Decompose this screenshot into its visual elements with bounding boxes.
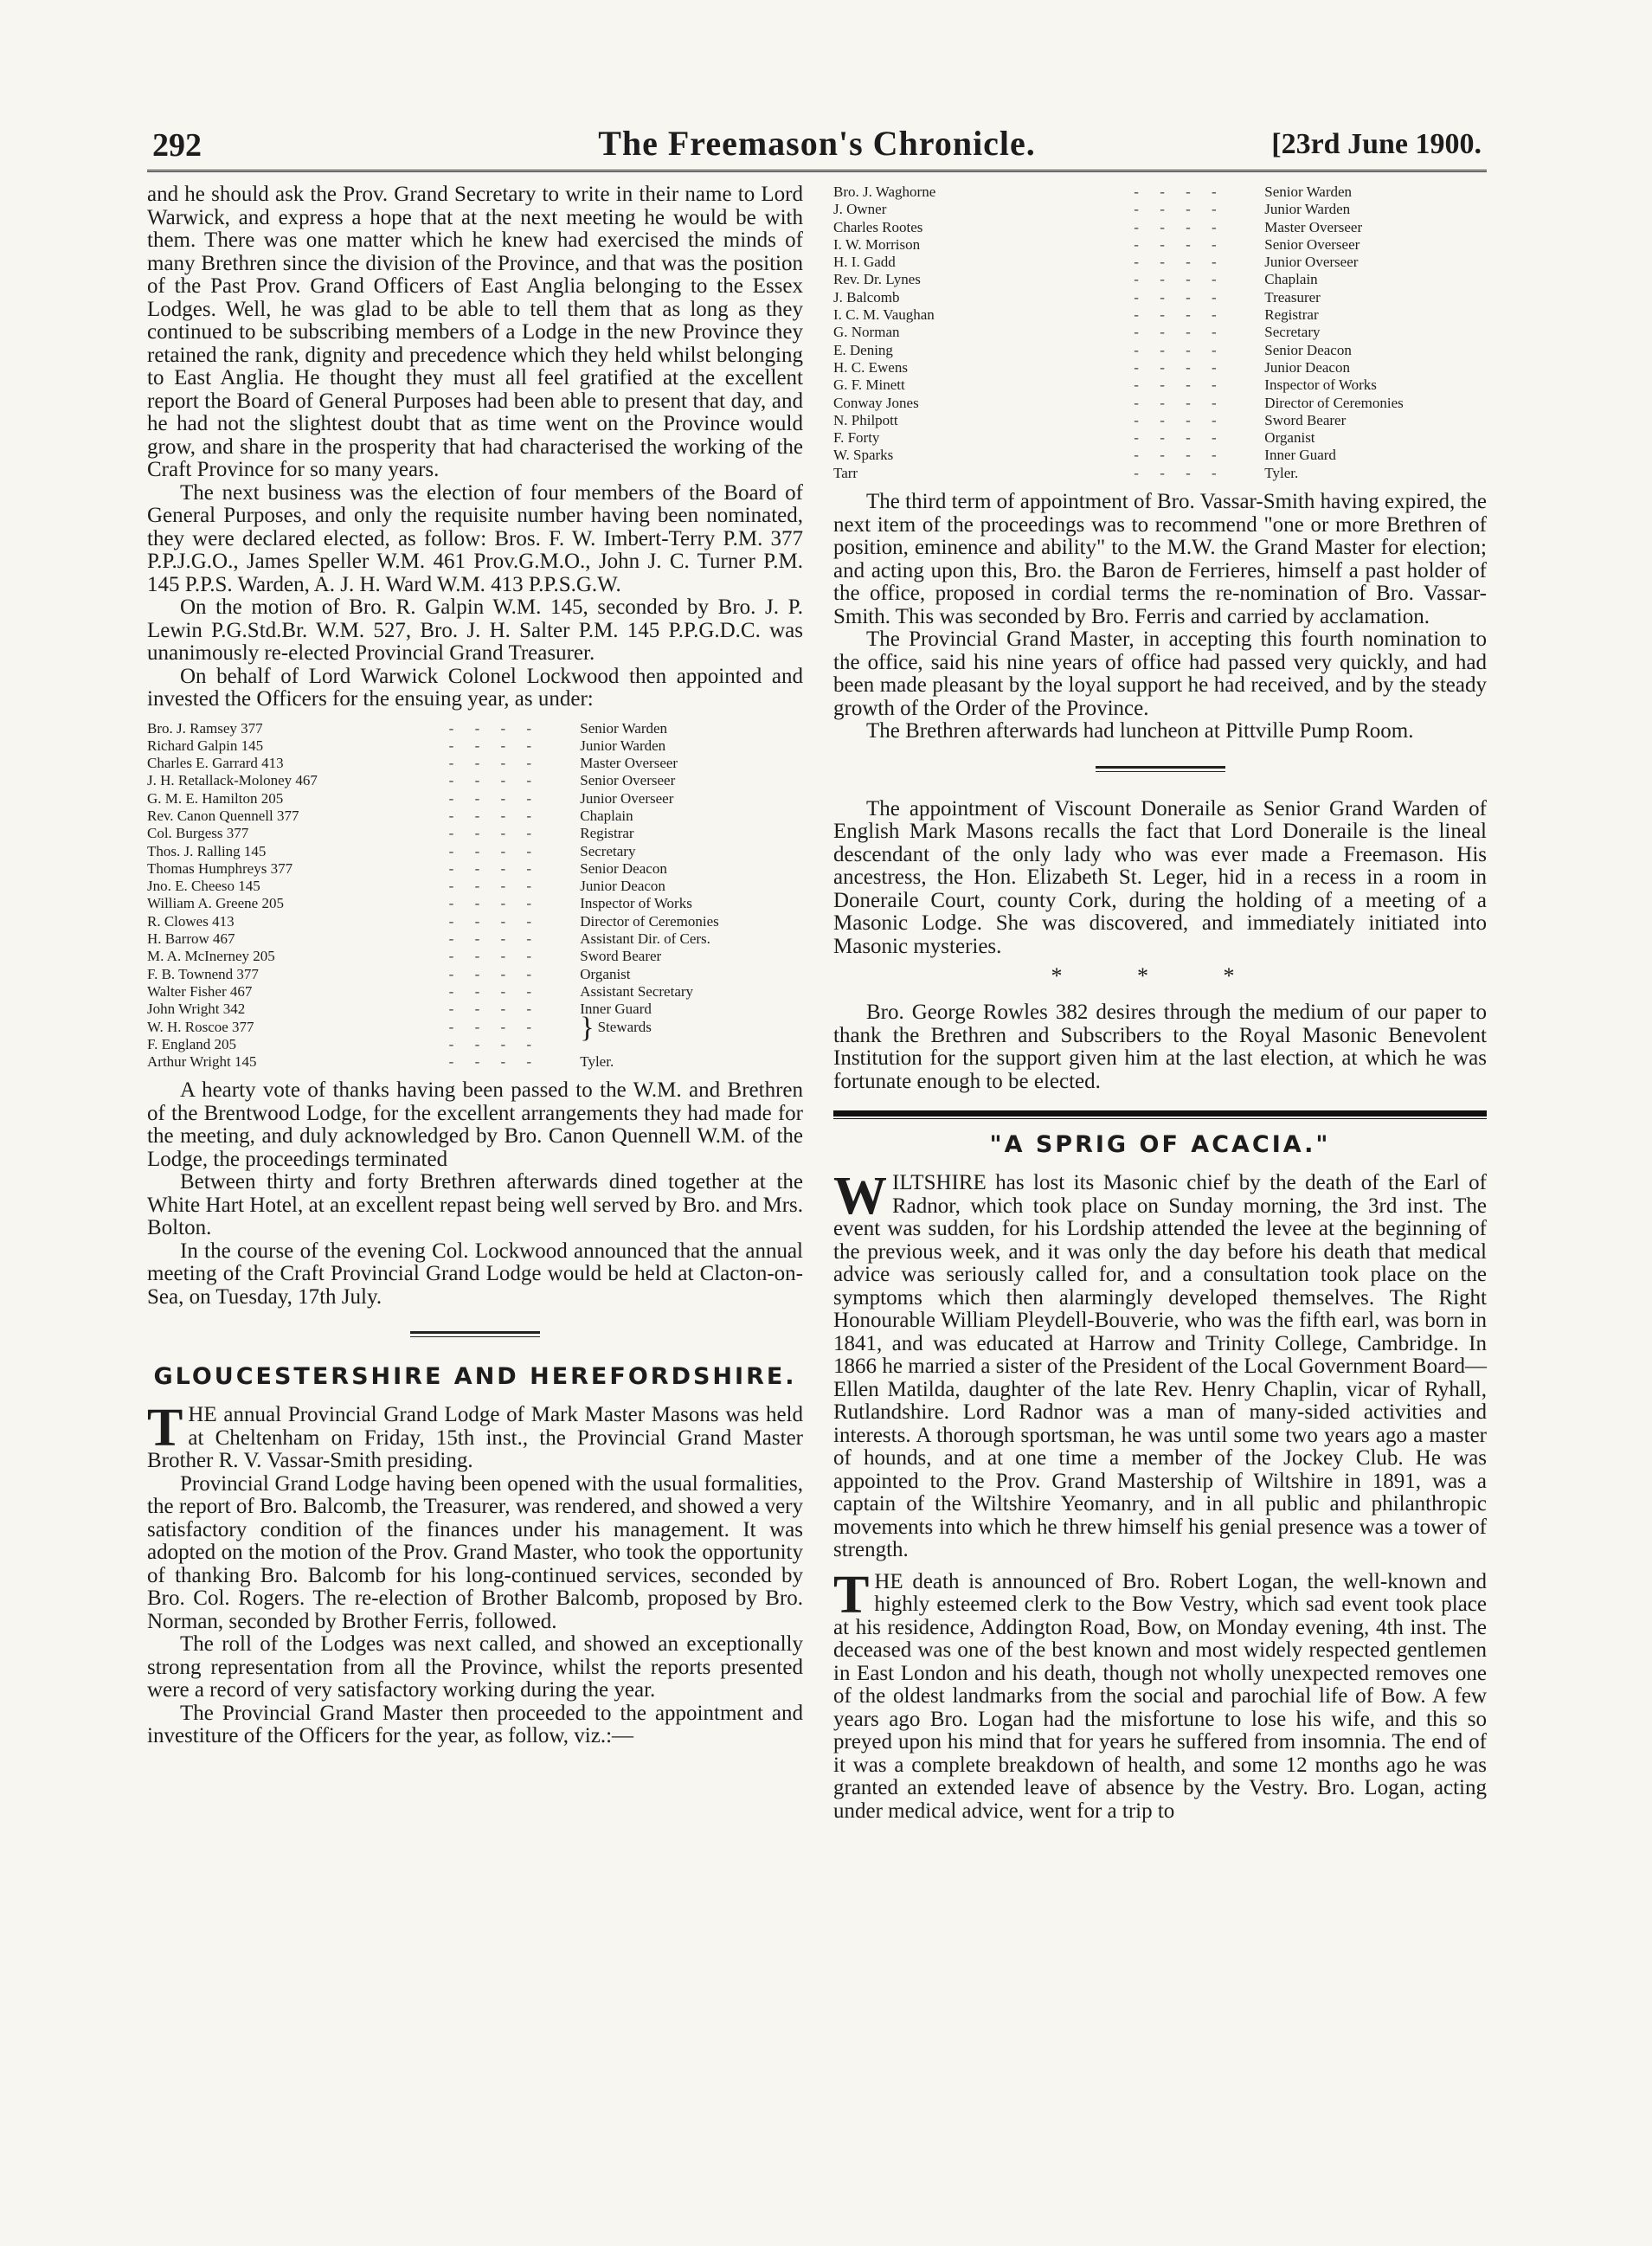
officer-name: H. Barrow 467 — [147, 930, 235, 948]
paragraph: Bro. George Rowles 382 desires through the medium of our paper to thank the Brethren and Subscribers to the Royal Masonic Benevolent Institution for the support given him at the last election, at which he was fortunate enough to be elected. — [833, 1001, 1487, 1093]
leader-dots: - - - - — [448, 825, 541, 842]
officer-name: Bro. J. Ramsey 377 — [147, 719, 263, 737]
section-divider — [1096, 766, 1225, 772]
paragraph-text: HE death is announced of Bro. Robert Logan, the well-known and highly esteemed clerk to the Bow Vestry, which sad event took place at his residence, Addington Road, Bow, on Monday evening, 4th inst. The deceased was one of the best known and most widely respected gentlemen in East London and his death, though not wholly unexpected removes one of the oldest landmarks from the social and parochial life of Bow. A few years ago Bro. Logan had the misfortune to lose his wife, and this so preyed upon his mind that for years he suffered from insomnia. The end of it was a complete breakdown of health, and some 12 months ago he was granted an extended leave of absence by the Vestry. Bro. Logan, acting under medical advice, went for a trip to — [833, 1569, 1487, 1823]
officer-name: Rev. Dr. Lynes — [833, 271, 921, 288]
officer-role: Sword Bearer — [1264, 411, 1347, 428]
brace-glyph: } — [580, 1011, 595, 1044]
officer-name: H. C. Ewens — [833, 358, 908, 376]
officer-row — [147, 772, 803, 789]
leader-dots: - - - - — [448, 1018, 541, 1035]
officer-role: Assistant Dir. of Cers. — [580, 930, 710, 948]
leader-dots: - - - - — [448, 789, 541, 807]
officer-role: Inner Guard — [580, 1001, 652, 1018]
leader-dots: - - - - — [1134, 271, 1225, 288]
officer-row — [147, 808, 803, 825]
officer-role: Director of Ceremonies — [1264, 394, 1404, 411]
officer-name: Arthur Wright 145 — [147, 1053, 257, 1071]
officer-row — [147, 860, 803, 878]
paragraph: The roll of the Lodges was next called, and showed an exceptionally strong representation from all the Province, whilst the reports presented were a record of very satisfactory working during the year. — [147, 1632, 803, 1702]
officer-name: Rev. Canon Quennell 377 — [147, 807, 299, 824]
officer-row — [147, 983, 803, 1001]
officer-row — [147, 790, 803, 808]
leader-dots: - - - - — [448, 737, 541, 754]
paragraph: and he should ask the Prov. Grand Secretary to write in their name to Lord Warwick, and express a hope that at the next meeting he would be with them. There was one matter which he knew had exercised the minds of many Brethren since the division of the Province, and that was the position of the Past Prov. Grand Officers of East Anglia belonging to the Essex Lodges. Well, he was glad to be able to tell them that as long as they continued to be subscribing members of a Lodge in the new Province they retained the rank, dignity and precedence which they held whilst belonging to East Anglia. He thought they must all feel gratified at the excellent report the Board of General Purposes had been able to present that day, and he had not the slightest doubt that as time went on the Province would grow, and share in the prosperity that had characterised the working of the Craft Province for so many years. — [147, 183, 803, 481]
officer-name: J. Owner — [833, 201, 887, 218]
drop-cap: W — [833, 1167, 887, 1226]
paragraph: On behalf of Lord Warwick Colonel Lockwood then appointed and invested the Officers for the ensuing year, as under: — [147, 664, 803, 711]
paragraph — [833, 1565, 1487, 1824]
officer-row — [833, 183, 1487, 201]
officer-name: Thos. J. Ralling 145 — [147, 842, 267, 859]
leader-dots: - - - - — [448, 1053, 541, 1071]
paragraph: The Provincial Grand Master, in accepting this fourth nomination to the office, said his nine years of office had passed very quickly, and had been made pleasant by the loyal support he had received, and by the steady growth of the Order of the Province. — [833, 627, 1487, 720]
officer-role: Junior Warden — [580, 737, 666, 754]
leader-dots: - - - - — [448, 965, 541, 982]
left-column — [147, 183, 803, 1748]
officer-name: J. H. Retallack-Moloney 467 — [147, 772, 318, 789]
officer-row — [833, 219, 1487, 236]
paragraph: The Brethren afterwards had luncheon at Pittville Pump Room. — [866, 719, 1414, 743]
drop-cap: T — [147, 1399, 183, 1458]
officer-name: William A. Greene 205 — [147, 895, 284, 912]
officer-name: I. C. M. Vaughan — [833, 306, 935, 324]
paragraph: The next business was the election of four members of the Board of General Purposes, and only the requisite number having been nominated, they were declared elected, as follow: Bros. F. W. Imbert-Terry P.M. 377 P.P.J.G.O., James Speller W.M. 461 Prov.G.M.O., John J. C. Turner P.M. 145 P.P.S. Warden, A. J. H. Ward W.M. 413 P.P.S.G.W. — [147, 480, 803, 596]
officer-name: F. Forty — [833, 429, 880, 447]
paragraph-text: ILTSHIRE has lost its Masonic chief by the death of the Earl of Radnor, which took place on Sunday morning, the 3rd inst. The event was sudden, for his Lordship attended the levee at the beginning of the previous week, and it was only the day before his death that medical advice was seriously called for, and a consultation took place on the symptoms which then alarmingly developed themselves. The Right Honourable William Pleydell-Bouverie, who was the fifth earl, was born in 1841, and was educated at Harrow and Trinity College, Cambridge. In 1866 he married a sister of the President of the Local Government Board—Ellen Matilda, daughter of the late Rev. Henry Chaplin, vicar of Ryhall, Rutlandshire. Lord Radnor was a man of many-sided activities and interests. A thorough sportsman, he was until some two years ago a master of hounds, and at one time a member of the Jockey Club. He was appointed to the Prov. Grand Mastership of Wiltshire in 1891, was a captain of the Wiltshire Yeomanry, and in all public and philanthropic movements into which he threw himself his genial presence was a tower of strength. — [833, 1171, 1487, 1562]
officer-name: M. A. McInerney 205 — [147, 948, 275, 965]
leader-dots: - - - - — [448, 912, 541, 930]
issue-date: [23rd June 1900. — [1271, 128, 1482, 160]
officer-role: Senior Deacon — [1264, 341, 1352, 358]
officer-row — [147, 720, 803, 737]
officer-role: Junior Warden — [1264, 201, 1351, 218]
leader-dots: - - - - — [448, 1001, 541, 1018]
leader-dots: - - - - — [448, 982, 541, 1000]
paragraph — [147, 1399, 803, 1473]
leader-dots: - - - - — [1134, 447, 1225, 464]
officer-name: Charles E. Garrard 413 — [147, 755, 284, 772]
leader-dots: - - - - — [1134, 201, 1225, 218]
paragraph: On the motion of Bro. R. Galpin W.M. 145, seconded by Bro. J. P. Lewin P.G.Std.Br. W.M. 527, Bro. J. H. Salter P.M. 145 P.P.G.D.C. was unanimously re-elected Provincial Grand Treasurer. — [147, 595, 803, 665]
drop-cap: T — [833, 1565, 870, 1625]
officer-row — [833, 359, 1487, 376]
leader-dots: - - - - — [1134, 411, 1225, 428]
officer-name: John Wright 342 — [147, 1001, 246, 1018]
officer-name: W. Sparks — [833, 447, 894, 464]
officer-role — [580, 1011, 803, 1054]
officer-role: Assistant Secretary — [580, 982, 694, 1000]
officer-row — [833, 254, 1487, 271]
officers-list-gloucestershire — [833, 183, 1487, 482]
officer-row — [833, 447, 1487, 464]
leader-dots: - - - - — [1134, 218, 1225, 235]
right-column — [833, 183, 1487, 1823]
officer-role: Senior Overseer — [1264, 235, 1360, 253]
asterism-divider: * * * — [1051, 963, 1270, 989]
leader-dots: - - - - — [448, 807, 541, 824]
officer-name: Bro. J. Waghorne — [833, 183, 936, 200]
paragraph: In the course of the evening Col. Lockwood announced that the annual meeting of the Craft Provincial Grand Lodge would be held at Clacton-on-Sea, on Tuesday, 17th July. — [147, 1239, 803, 1309]
paragraph: The Provincial Grand Master then proceeded to the appointment and investiture of the Officers for the year, as follow, viz.:— — [147, 1701, 803, 1748]
officer-row — [147, 895, 803, 912]
officer-role: Junior Overseer — [1264, 254, 1359, 271]
leader-dots: - - - - — [1134, 376, 1225, 394]
officer-name: Walter Fisher 467 — [147, 982, 253, 1000]
officer-name: W. H. Roscoe 377 — [147, 1018, 254, 1035]
leader-dots: - - - - — [448, 930, 541, 948]
leader-dots: - - - - — [1134, 235, 1225, 253]
officer-role: Organist — [580, 965, 631, 982]
officer-role: Registrar — [1264, 306, 1319, 324]
leader-dots: - - - - — [1134, 358, 1225, 376]
officer-name: G. Norman — [833, 324, 900, 341]
officer-row — [147, 755, 803, 772]
leader-dots: - - - - — [448, 878, 541, 895]
officer-row — [833, 412, 1487, 429]
officer-row — [833, 201, 1487, 218]
officer-name: G. M. E. Hamilton 205 — [147, 789, 284, 807]
officer-row — [833, 376, 1487, 394]
officer-row — [147, 878, 803, 895]
officer-name: F. England 205 — [147, 1035, 236, 1052]
officer-name: F. B. Townend 377 — [147, 965, 259, 982]
leader-dots: - - - - — [448, 1035, 541, 1052]
officer-row — [147, 843, 803, 860]
officer-row — [833, 342, 1487, 359]
officer-role: Senior Warden — [1264, 183, 1353, 200]
officer-name: I. W. Morrison — [833, 235, 921, 253]
officer-name: J. Balcomb — [833, 288, 900, 306]
section-divider — [410, 1331, 540, 1337]
leader-dots: - - - - — [1134, 254, 1225, 271]
section-heading-gloucestershire: GLOUCESTERSHIRE AND HEREFORDSHIRE. — [153, 1363, 797, 1391]
officer-row — [833, 271, 1487, 288]
section-heading-acacia: "A SPRIG OF ACACIA." — [989, 1131, 1331, 1159]
stewards-label: Stewards — [597, 1018, 652, 1035]
officer-role: Director of Ceremonies — [580, 912, 719, 930]
officer-name: Jno. E. Cheeso 145 — [147, 878, 260, 895]
officer-name: Tarr — [833, 464, 858, 481]
officer-role: Secretary — [1264, 324, 1321, 341]
officer-name: Richard Galpin 145 — [147, 737, 264, 754]
officer-name: Thomas Humphreys 377 — [147, 859, 293, 877]
officers-list-essex — [147, 720, 803, 1072]
leader-dots: - - - - — [448, 859, 541, 877]
leader-dots: - - - - — [448, 772, 541, 789]
leader-dots: - - - - — [448, 755, 541, 772]
officer-row — [147, 913, 803, 930]
leader-dots: - - - - — [448, 948, 541, 965]
officer-row — [147, 737, 803, 755]
officer-role: Inspector of Works — [1264, 376, 1377, 394]
officer-row — [833, 429, 1487, 447]
leader-dots: - - - - — [448, 842, 541, 859]
officer-role: Senior Warden — [580, 719, 668, 737]
officer-role: Chaplain — [1264, 271, 1318, 288]
officer-name: H. I. Gadd — [833, 254, 896, 271]
officer-row — [147, 966, 803, 983]
officer-row — [833, 289, 1487, 306]
officer-name: Conway Jones — [833, 394, 919, 411]
officer-name: G. F. Minett — [833, 376, 905, 394]
leader-dots: - - - - — [1134, 464, 1225, 481]
paragraph-text: HE annual Provincial Grand Lodge of Mark Master Masons was held at Cheltenham on Friday, 15th inst., the Provincial Grand Master Brother R. V. Vassar-Smith presiding. — [147, 1403, 803, 1473]
leader-dots: - - - - — [1134, 324, 1225, 341]
officer-row — [147, 1001, 803, 1018]
officer-role: Inner Guard — [1264, 447, 1336, 464]
officer-row — [147, 825, 803, 842]
officer-role: Junior Overseer — [580, 789, 674, 807]
officer-row — [833, 324, 1487, 341]
officer-role: Senior Overseer — [580, 772, 676, 789]
officer-row — [147, 1019, 803, 1036]
section-divider-heavy — [833, 1110, 1487, 1119]
leader-dots: - - - - — [448, 719, 541, 737]
officer-row — [833, 395, 1487, 412]
officer-role: Master Overseer — [1264, 218, 1363, 235]
officer-name: R. Clowes 413 — [147, 912, 235, 930]
officer-role: Senior Deacon — [580, 859, 667, 877]
officer-name: Col. Burgess 377 — [147, 825, 249, 842]
paragraph: Between thirty and forty Brethren afterwards dined together at the White Hart Hotel, at an excellent repast being well served by Bro. and Mrs. Bolton. — [147, 1170, 803, 1240]
officer-role: Master Overseer — [580, 755, 678, 772]
masthead-title: The Freemason's Chronicle. — [598, 124, 1036, 163]
paragraph — [833, 1167, 1487, 1562]
page-number: 292 — [152, 127, 202, 164]
paragraph: Provincial Grand Lodge having been opened with the usual formalities, the report of Bro. Balcomb, the Treasurer, was rendered, and showed a very satisfactory condition of the finances under his management. It was adopted on the motion of the Prov. Grand Master, who took the opportunity of thanking Bro. Balcomb for his long-continued services, seconded by Bro. Col. Rogers. The re-election of Brother Balcomb, proposed by Bro. Norman, seconded by Brother Ferris, followed. — [147, 1471, 803, 1633]
leader-dots: - - - - — [1134, 306, 1225, 324]
officer-row — [833, 465, 1487, 482]
page-header — [147, 121, 1487, 172]
leader-dots: - - - - — [1134, 341, 1225, 358]
officer-role: Treasurer — [1264, 288, 1321, 306]
leader-dots: - - - - — [1134, 288, 1225, 306]
officer-name: Charles Rootes — [833, 218, 923, 235]
officer-role: Tyler. — [580, 1053, 614, 1071]
leader-dots: - - - - — [1134, 394, 1225, 411]
paragraph: The third term of appointment of Bro. Vassar-Smith having expired, the next item of the proceedings was to recommend "one or more Brethren of position, eminence and ability" to the M.W. the Grand Master for election; and acting upon this, Bro. the Baron de Ferrieres, himself a past holder of the office, proposed in cordial terms the re-nomination of Bro. Vassar-Smith. This was seconded by Bro. Ferris and carried by acclamation. — [833, 490, 1487, 628]
officer-role: Inspector of Works — [580, 895, 692, 912]
officer-name: E. Dening — [833, 341, 893, 358]
officer-name: N. Philpott — [833, 411, 898, 428]
officer-role: Registrar — [580, 825, 634, 842]
officer-role: Tyler. — [1264, 464, 1299, 481]
officer-role: Sword Bearer — [580, 948, 662, 965]
officer-row — [833, 306, 1487, 324]
officer-role: Organist — [1264, 429, 1315, 447]
officer-role: Secretary — [580, 842, 636, 859]
officer-row — [147, 930, 803, 948]
officer-row — [147, 948, 803, 965]
leader-dots: - - - - — [1134, 183, 1225, 200]
officer-role: Junior Deacon — [1264, 358, 1350, 376]
leader-dots: - - - - — [1134, 429, 1225, 447]
officer-role: Chaplain — [580, 807, 633, 824]
paragraph: The appointment of Viscount Doneraile as Senior Grand Warden of English Mark Masons recalls the fact that Lord Doneraile is the lineal descendant of the only lady who was ever made a Freemason. His ancestress, the Hon. Elizabeth St. Leger, hid in a recess in a room in Doneraile Court, county Cork, during the holding of a meeting of a Masonic Lodge. She was discovered, and immediately initiated into Masonic mysteries. — [833, 796, 1487, 958]
leader-dots: - - - - — [448, 895, 541, 912]
officer-row — [147, 1053, 803, 1071]
officer-row — [833, 236, 1487, 254]
officer-role: Junior Deacon — [580, 878, 665, 895]
paragraph: A hearty vote of thanks having been passed to the W.M. and Brethren of the Brentwood Lodge, for the excellent arrangements they had made for the meeting, and duly acknowledged by Bro. Canon Quennell W.M. of the Lodge, the proceedings terminated — [147, 1078, 803, 1171]
